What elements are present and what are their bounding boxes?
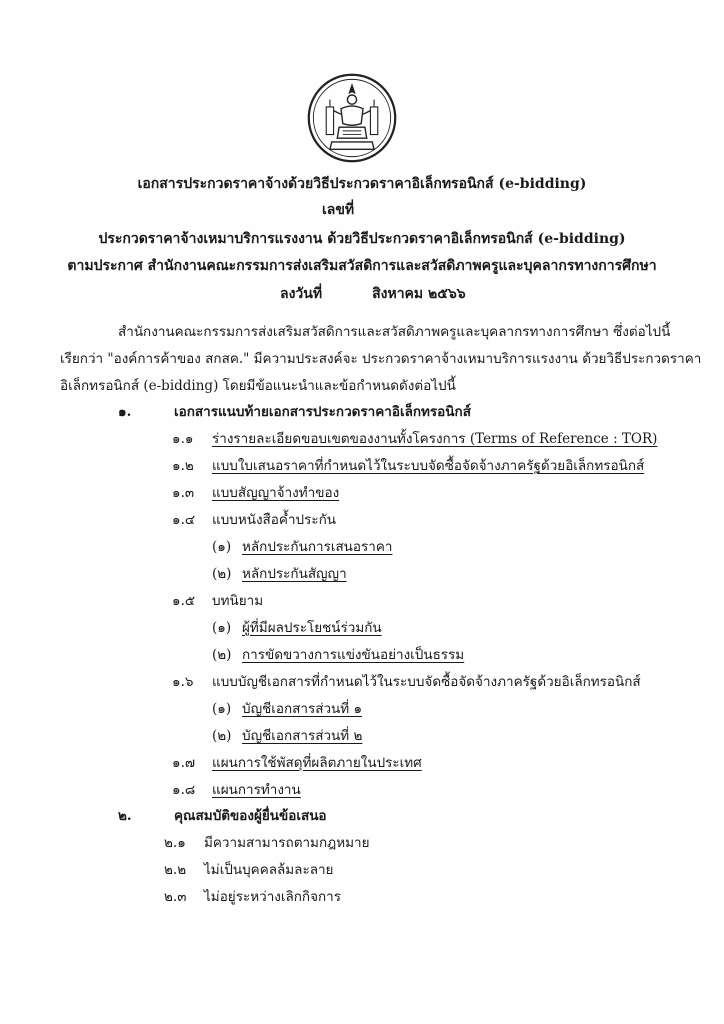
link-work-plan[interactable]: แผนการทำงาน: [212, 782, 301, 798]
link-bid-guarantee[interactable]: หลักประกันการเสนอราคา: [242, 539, 393, 555]
link-joint-interest[interactable]: ผู้ที่มีผลประโยชน์ร่วมกัน: [242, 620, 382, 636]
list-item: ๒.๑ มีความสามารถตามกฎหมาย: [164, 835, 370, 851]
definitions-label: บทนิยาม: [212, 593, 264, 609]
section-number: ๒.: [118, 808, 132, 824]
list-item: (๑) ผู้ที่มีผลประโยชน์ร่วมกัน: [212, 620, 382, 636]
doc-number-label: เลขที่: [322, 202, 355, 218]
link-contract-form[interactable]: แบบสัญญาจ้างทำของ: [212, 485, 340, 501]
section-1-heading: [118, 402, 471, 422]
garuda-emblem-icon: [306, 72, 398, 164]
list-item: (๒) การขัดขวางการแข่งขันอย่างเป็นธรรม: [212, 647, 465, 663]
document-list-label: แบบบัญชีเอกสารที่กำหนดไว้ในระบบจัดซื้อจัดจ้างภาครัฐด้วยอิเล็กทรอนิกส์: [212, 674, 641, 690]
link-fair-competition[interactable]: การขัดขวางการแข่งขันอย่างเป็นธรรม: [242, 647, 465, 663]
doc-announcement: ตามประกาศ สำนักงานคณะกรรมการส่งเสริมสวัสดิการและสวัสดิภาพครูและบุคลากรทางการศึกษา: [67, 258, 657, 274]
doc-date: [280, 284, 466, 304]
list-item: ๑.๗ แผนการใช้พัสดุที่ผลิตภายในประเทศ: [172, 755, 422, 771]
section-title: เอกสารแนบท้ายเอกสารประกวดราคาอิเล็กทรอนิกส์: [174, 404, 471, 420]
list-item: ๑.๘ แผนการทำงาน: [172, 782, 301, 798]
date-value: สิงหาคม ๒๕๖๖: [372, 286, 466, 302]
link-tor[interactable]: ร่างรายละเอียดขอบเขตของงานทั้งโครงการ (Terms of Reference : TOR): [212, 431, 658, 447]
list-item: ๑.๔ แบบหนังสือค้ำประกัน: [172, 512, 336, 528]
list-item: ๑.๖ แบบบัญชีเอกสารที่กำหนดไว้ในระบบจัดซื้อจัดจ้างภาครัฐด้วยอิเล็กทรอนิกส์: [172, 674, 641, 690]
list-item: ๑.๕ บทนิยาม: [172, 593, 264, 609]
intro-line-1: สำนักงานคณะกรรมการส่งเสริมสวัสดิการและสวัสดิภาพครูและบุคลากรทางการศึกษา ซึ่งต่อไปนี้: [118, 324, 671, 340]
list-item: ๑.๑ ร่างรายละเอียดขอบเขตของงานทั้งโครงการ (Terms of Reference : TOR): [172, 431, 658, 447]
link-document-part-2[interactable]: บัญชีเอกสารส่วนที่ ๒: [242, 728, 363, 744]
section-number: ๑.: [118, 404, 132, 420]
doc-title: เอกสารประกวดราคาจ้างด้วยวิธีประกวดราคาอิเล็กทรอนิกส์ (e-bidding): [137, 176, 587, 192]
link-domestic-supplies-plan[interactable]: แผนการใช้พัสดุที่ผลิตภายในประเทศ: [212, 755, 422, 771]
list-item: (๑) บัญชีเอกสารส่วนที่ ๑: [212, 701, 363, 717]
intro-line-2: เรียกว่า "องค์การค้าของ สกสค." มีความประสงค์จะ ประกวดราคาจ้างเหมาบริการแรงงาน ด้วยวิธีประกวดราคา: [60, 351, 702, 367]
section-2-heading: [118, 806, 327, 826]
link-bid-form[interactable]: แบบใบเสนอราคาที่กำหนดไว้ในระบบจัดซื้อจัดจ้างภาครัฐด้วยอิเล็กทรอนิกส์: [212, 458, 645, 474]
date-label: ลงวันที่: [280, 286, 323, 302]
list-item: ๑.๓ แบบสัญญาจ้างทำของ: [172, 485, 340, 501]
list-item: (๒) บัญชีเอกสารส่วนที่ ๒: [212, 728, 363, 744]
link-contract-guarantee[interactable]: หลักประกันสัญญา: [242, 566, 347, 582]
section-title: คุณสมบัติของผู้ยื่นข้อเสนอ: [174, 808, 327, 824]
list-item: ๒.๒ ไม่เป็นบุคคลล้มละลาย: [164, 862, 334, 878]
doc-subject: ประกวดราคาจ้างเหมาบริการแรงงาน ด้วยวิธีประกวดราคาอิเล็กทรอนิกส์ (e-bidding): [98, 231, 626, 247]
intro-line-3: อิเล็กทรอนิกส์ (e-bidding) โดยมีข้อแนะนำและข้อกำหนดดังต่อไปนี้: [60, 378, 456, 394]
link-document-part-1[interactable]: บัญชีเอกสารส่วนที่ ๑: [242, 701, 363, 717]
guarantee-form-label: แบบหนังสือค้ำประกัน: [212, 512, 336, 528]
list-item: (๑) หลักประกันการเสนอราคา: [212, 539, 393, 555]
list-item: ๒.๓ ไม่อยู่ระหว่างเลิกกิจการ: [164, 889, 342, 905]
list-item: ๑.๒ แบบใบเสนอราคาที่กำหนดไว้ในระบบจัดซื้อจัดจ้างภาครัฐด้วยอิเล็กทรอนิกส์: [172, 458, 645, 474]
list-item: (๒) หลักประกันสัญญา: [212, 566, 347, 582]
